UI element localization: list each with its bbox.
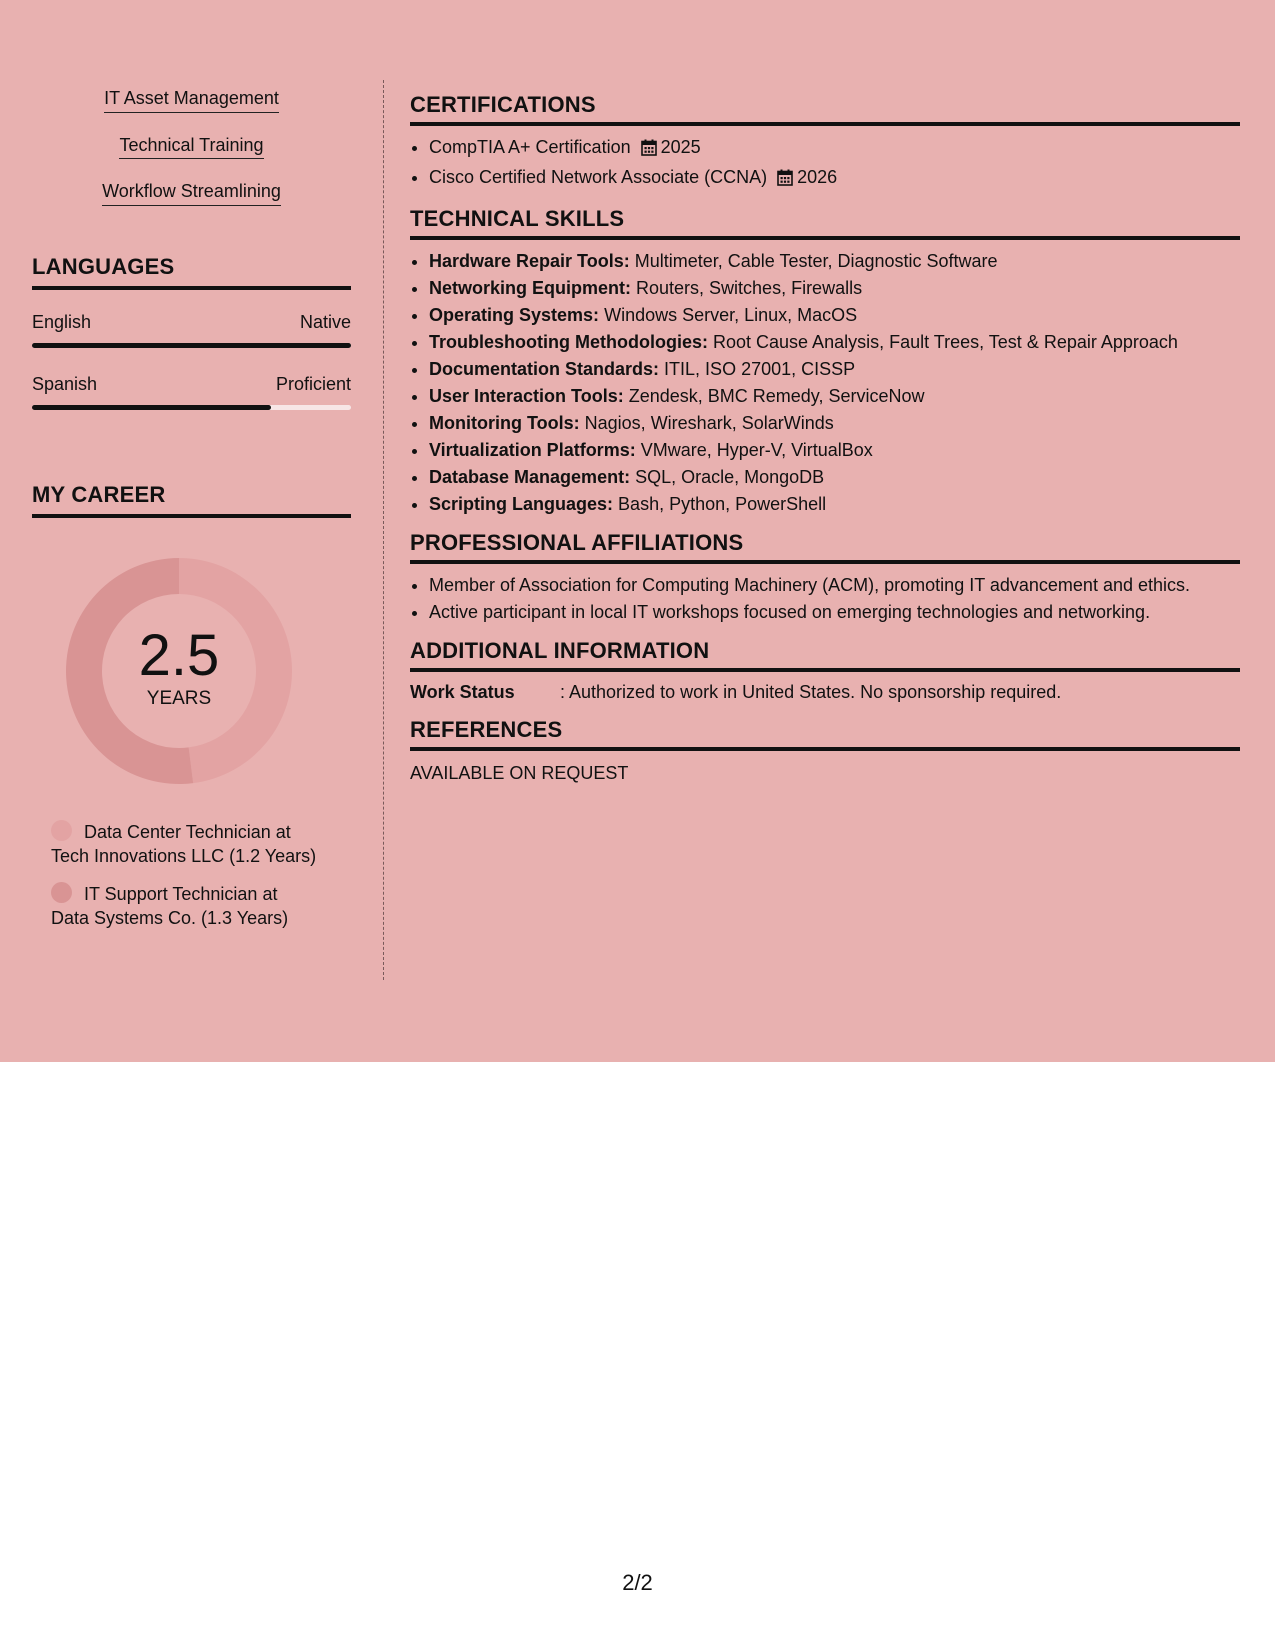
page-number: 2/2 [622, 1570, 653, 1595]
technical-skills-heading: TECHNICAL SKILLS [410, 206, 1240, 240]
strengths-list [32, 80, 351, 220]
skill-value: ITIL, ISO 27001, CISSP [664, 359, 856, 379]
skill-value: Windows Server, Linux, MacOS [604, 305, 858, 325]
certification-year: 2025 [660, 137, 701, 157]
skill-value: Zendesk, BMC Remedy, ServiceNow [628, 386, 925, 406]
certifications-heading: CERTIFICATIONS [410, 92, 1240, 126]
references-heading: REFERENCES [410, 717, 1240, 751]
skill-label: Operating Systems: [429, 305, 600, 325]
career-legend-item [51, 882, 351, 930]
certification-year: 2026 [797, 167, 838, 187]
language-bar [32, 343, 351, 348]
skill-label: Documentation Standards: [429, 359, 660, 379]
role-title: IT Support Technician at [84, 884, 278, 905]
language-bar-fill [32, 405, 271, 410]
affiliations-heading: PROFESSIONAL AFFILIATIONS [410, 530, 1240, 564]
affiliation-item: • Member of Association for Computing Machinery (ACM), promoting IT advancement and ethics. [429, 572, 1240, 599]
skill-item [429, 275, 1240, 302]
career-years-unit: YEARS [146, 688, 212, 710]
work-status-value: : Authorized to work in United States. No sponsorship required. [560, 682, 1062, 702]
skill-label: Hardware Repair Tools: [429, 251, 630, 271]
skill-value: Bash, Python, PowerShell [618, 494, 827, 514]
skill-label: User Interaction Tools: [429, 386, 624, 406]
affiliation-item: • Active participant in local IT workshops focused on emerging technologies and networking. [429, 599, 1240, 626]
calendar-icon [641, 137, 657, 164]
role-title: Data Center Technician at [84, 822, 291, 843]
certification-item [429, 134, 1240, 164]
language-row [32, 312, 351, 348]
language-name: English [32, 312, 92, 333]
skill-item [429, 329, 1240, 356]
skill-item [429, 383, 1240, 410]
languages-heading: LANGUAGES [32, 254, 351, 290]
skill-label: Monitoring Tools: [429, 413, 580, 433]
skill-label: Scripting Languages: [429, 494, 614, 514]
certification-name: Cisco Certified Network Associate (CCNA) [429, 167, 768, 187]
work-status-row [410, 682, 1240, 703]
career-total-years: 2.5 [138, 623, 220, 689]
skill-item [429, 437, 1240, 464]
skill-label: Database Management: [429, 467, 631, 487]
skill-item [429, 491, 1240, 518]
strength-item: Technical Training [119, 135, 263, 160]
skill-value: Nagios, Wireshark, SolarWinds [584, 413, 834, 433]
skill-label: Networking Equipment: [429, 278, 631, 298]
career-legend [51, 820, 351, 930]
career-legend-item [51, 820, 351, 868]
skill-item [429, 464, 1240, 491]
skill-value: Multimeter, Cable Tester, Diagnostic Software [634, 251, 998, 271]
skill-item [429, 410, 1240, 437]
skill-value: Routers, Switches, Firewalls [636, 278, 863, 298]
strength-item: Workflow Streamlining [102, 181, 281, 206]
legend-dot [51, 820, 72, 841]
language-bar [32, 405, 351, 410]
affiliations-list [410, 572, 1240, 626]
career-donut-chart [66, 558, 292, 784]
strength-item: IT Asset Management [104, 88, 279, 113]
left-column [32, 80, 351, 944]
skill-label: Virtualization Platforms: [429, 440, 636, 460]
certification-name: CompTIA A+ Certification [429, 137, 631, 157]
certifications-list [410, 134, 1240, 194]
work-status-label: Work Status [410, 682, 515, 702]
skill-value: SQL, Oracle, MongoDB [635, 467, 825, 487]
skill-value: Root Cause Analysis, Fault Trees, Test & Repair Approach [713, 332, 1178, 352]
skill-item [429, 356, 1240, 383]
skill-item [429, 302, 1240, 329]
language-row [32, 374, 351, 410]
role-company: Data Systems Co. (1.3 Years) [51, 908, 289, 929]
technical-skills-list [410, 248, 1240, 518]
legend-dot [51, 882, 72, 903]
additional-info-heading: ADDITIONAL INFORMATION [410, 638, 1240, 672]
language-level: Proficient [275, 374, 351, 395]
right-column [410, 92, 1240, 784]
language-bar-fill [32, 343, 351, 348]
references-text: AVAILABLE ON REQUEST [410, 763, 629, 783]
role-company: Tech Innovations LLC (1.2 Years) [51, 846, 317, 867]
skill-item [429, 248, 1240, 275]
language-name: Spanish [32, 374, 98, 395]
skill-value: VMware, Hyper-V, VirtualBox [640, 440, 873, 460]
language-level: Native [299, 312, 351, 333]
career-heading: MY CAREER [32, 482, 351, 518]
certification-item [429, 164, 1240, 194]
skill-label: Troubleshooting Methodologies: [429, 332, 708, 352]
calendar-icon [777, 167, 793, 194]
column-divider [383, 80, 384, 980]
